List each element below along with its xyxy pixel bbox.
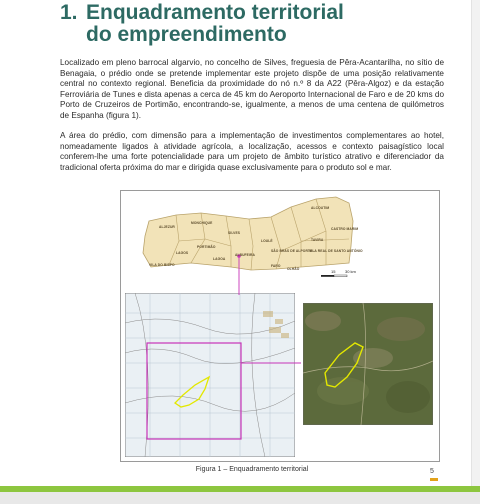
scale-label-mid: 15: [331, 269, 336, 274]
label-tavira: TAVIRA: [311, 238, 324, 242]
section-title: [60, 2, 420, 46]
label-portimao: PORTIMÃO: [197, 245, 216, 249]
paragraph-location: Localizado em pleno barrocal algarvio, no concelho de Silves, freguesia de Pêra-Acantarilha, no sítio de Benagaia, o prédio onde se pretende implementar este projeto dispõe de uma posição relativamente central no contexto regional. Beneficia da proximidade do nó n.º 8 da A22 (Pêra-Algoz) e da estação Ferroviária de Tunes e dista apenas a cerca de 45 km do Aeroporto Internacional de Faro e de 20 kms do Porto de Cruzeiros de Portimão, encontrando-se, igualmente, a menos de uma centena de quilómetros de Espanha (figura 1).: [60, 58, 444, 120]
label-albufeira: ALBUFEIRA: [235, 253, 255, 257]
label-sao-bras: SÃO BRÁS DE ALPORTEL: [271, 249, 315, 253]
label-olhao: OLHÃO: [287, 267, 300, 271]
label-castro-marim: CASTRO MARIM: [331, 227, 359, 231]
label-vrsa: VILA REAL DE SANTO ANTÓNIO: [309, 249, 363, 253]
section-title-line2: do empreendimento: [86, 23, 287, 46]
label-faro: FARO: [271, 264, 281, 268]
label-lagoa: LAGOA: [213, 257, 226, 261]
label-silves: SILVES: [228, 231, 241, 235]
page-number: 5: [430, 468, 434, 475]
label-vila-do-bispo: VILA DO BISPO: [149, 263, 175, 267]
label-alcoutim: ALCOUTIM: [311, 206, 330, 210]
topographic-map-inset: [125, 293, 295, 457]
page-number-accent: [430, 478, 438, 481]
page-edge: [471, 0, 480, 486]
label-loule: LOULÉ: [261, 239, 273, 243]
algarve-municipalities-map: [121, 191, 439, 291]
scale-label-end: 30 km: [345, 269, 356, 274]
section-number: 1.: [60, 1, 78, 24]
aerial-image-inset: [303, 303, 433, 425]
figure-caption: Figura 1 – Enquadramento territorial: [195, 466, 309, 473]
label-aljezur: ALJEZUR: [159, 225, 175, 229]
label-lagos: LAGOS: [176, 251, 189, 255]
paragraph-potential: A área do prédio, com dimensão para a implementação de investimentos complementares ao hotel, nomeadamente ligados à atividade agrícola, a localização, acessos e contexto paisagístico local conferem-lhe uma forte potencialidade para um projeto de âmbito turístico atrativo e diferenciador da tradicional oferta próxima do mar e dirigida quase exclusivamente para o produto sol e mar.: [60, 131, 444, 172]
label-monchique: MONCHIQUE: [191, 221, 213, 225]
section-title-line1: Enquadramento territorial: [86, 1, 344, 24]
footer-gray-strip: [0, 492, 480, 504]
figure-territorial-framing: [120, 190, 440, 462]
